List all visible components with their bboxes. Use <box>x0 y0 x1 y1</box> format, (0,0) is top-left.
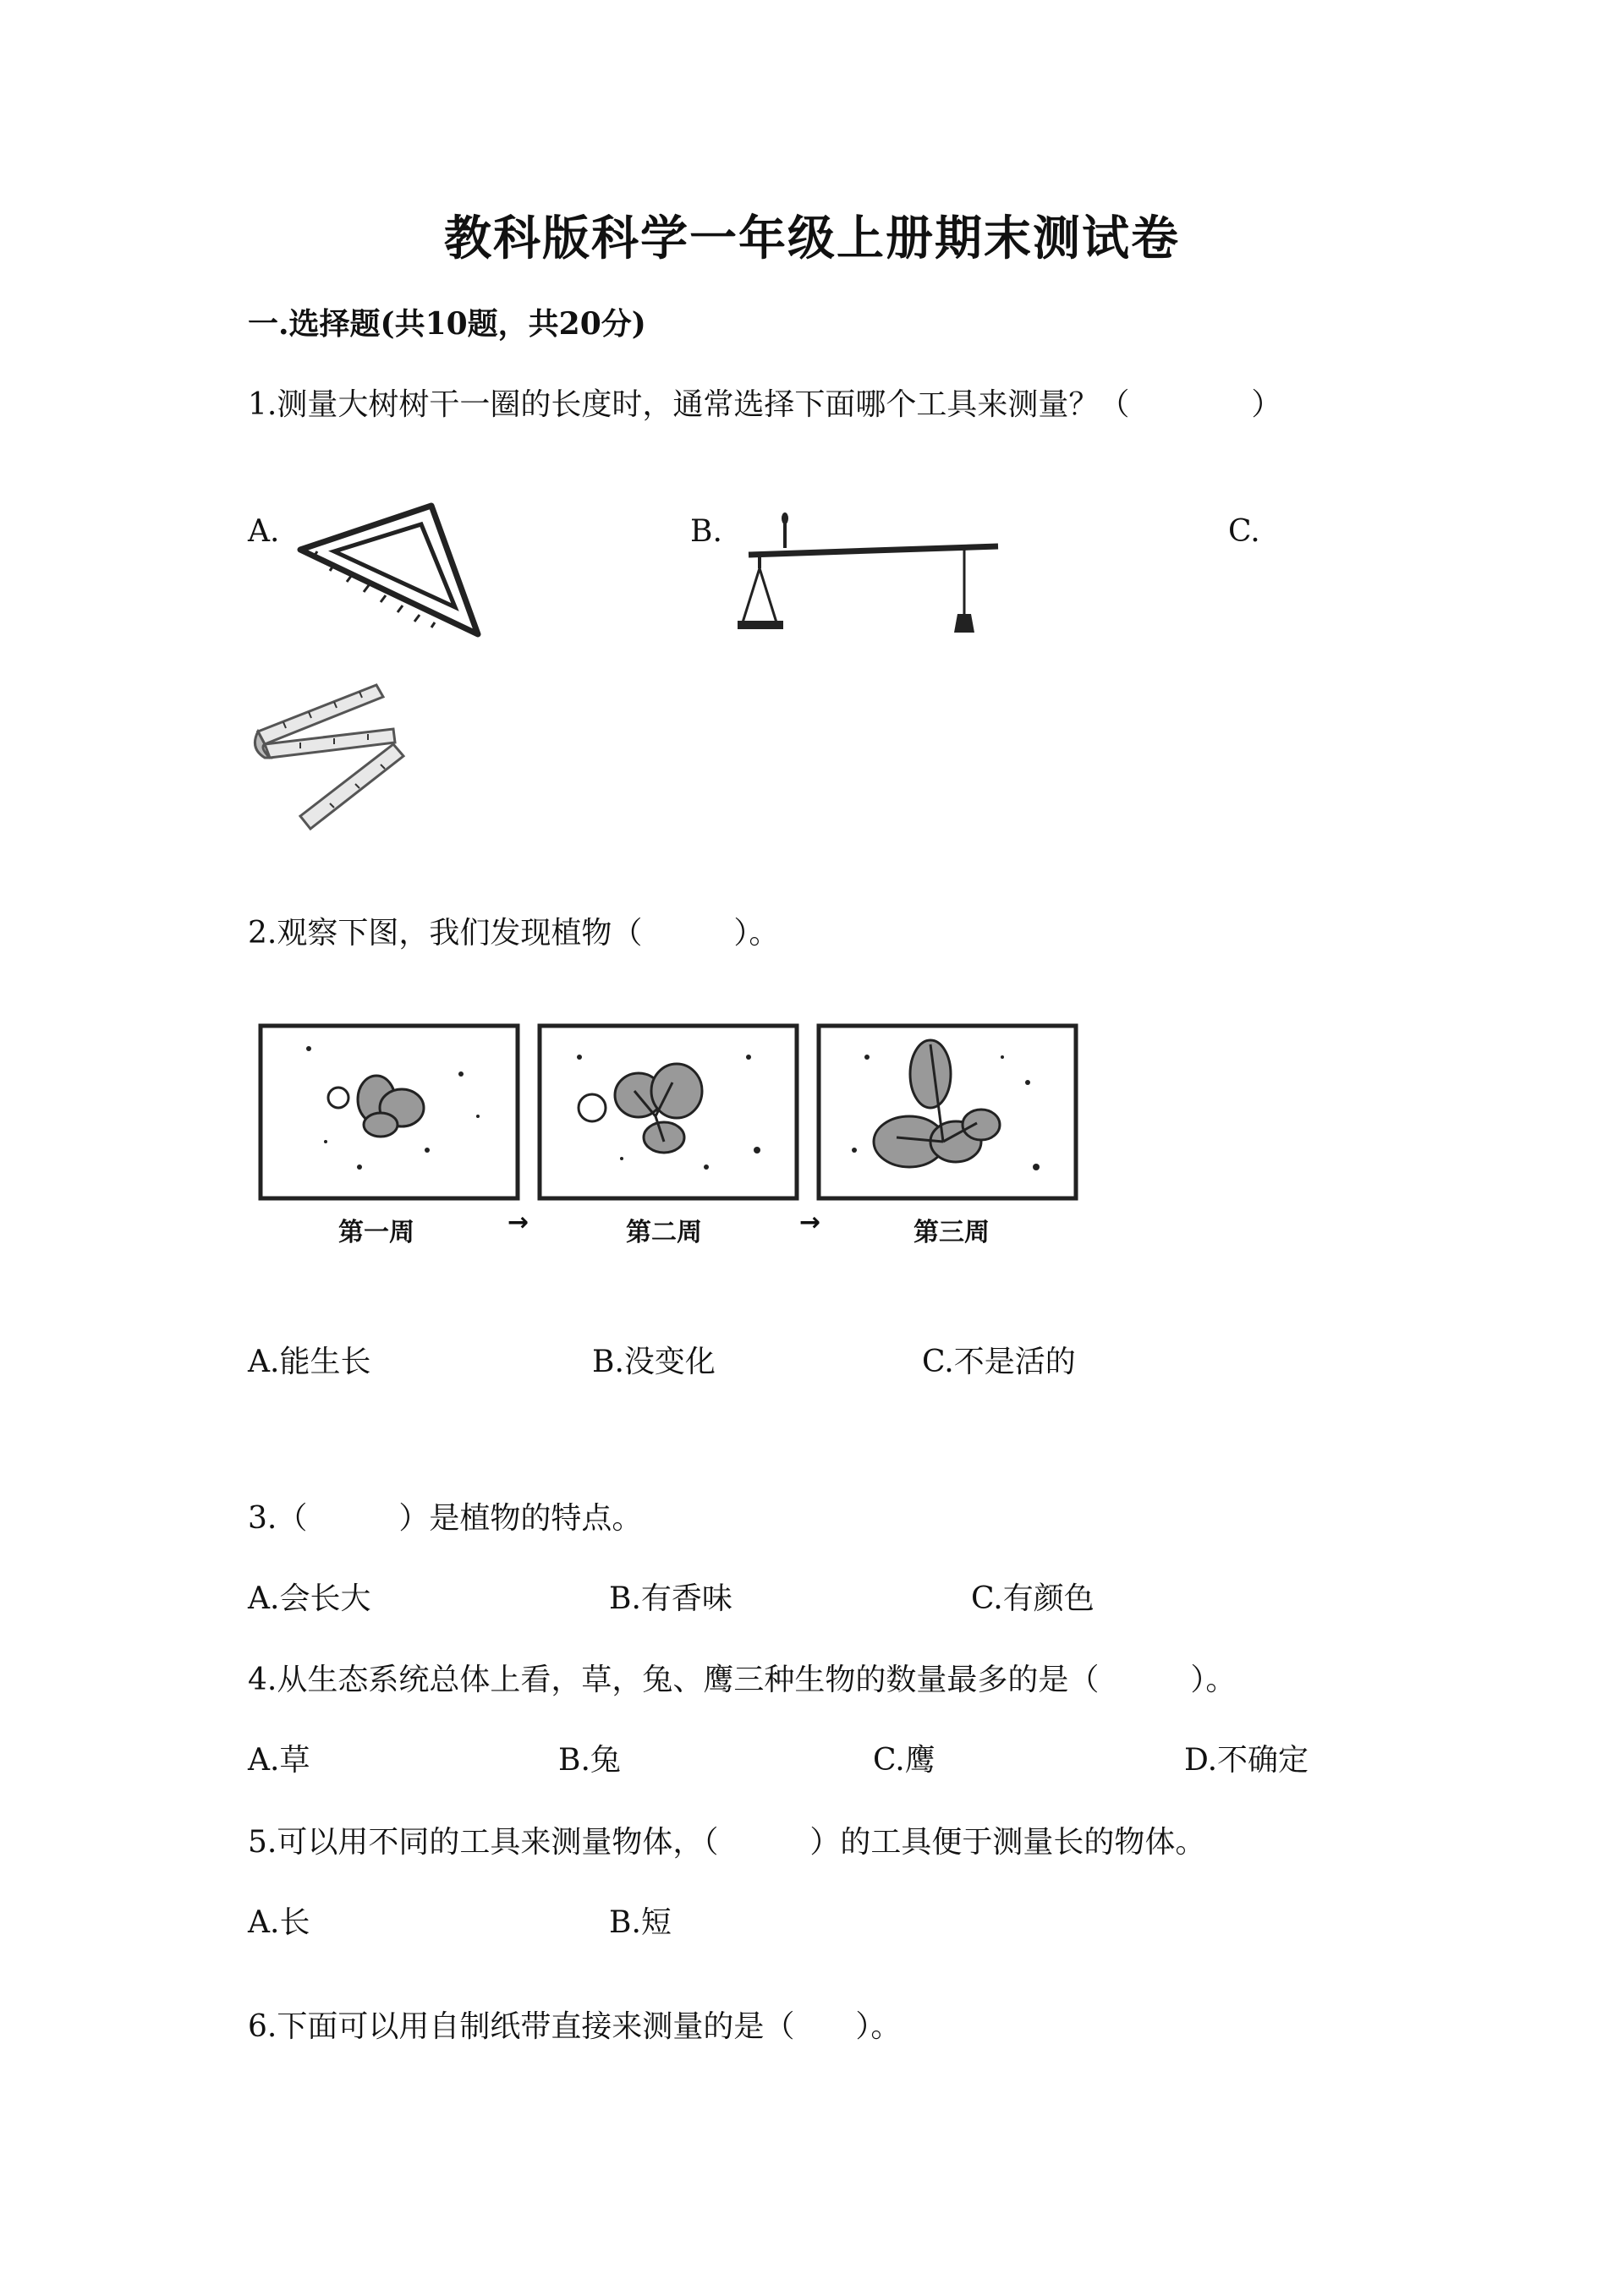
q2-option-a[interactable]: A.能生长 <box>248 1345 371 1379</box>
question-5: 5.可以用不同的工具来测量物体，（ ）的工具便于测量长的物体。 <box>248 1825 1206 1860</box>
q4-option-a[interactable]: A.草 <box>248 1743 310 1778</box>
q5-option-a[interactable]: A.长 <box>248 1905 310 1940</box>
section-heading: 一.选择题(共10题，共20分) <box>248 306 646 342</box>
steelyard-scale-icon <box>736 514 1007 641</box>
q3-option-c[interactable]: C.有颜色 <box>971 1581 1095 1616</box>
q1-option-a[interactable]: A. <box>248 514 280 549</box>
arrow-2: → <box>799 1208 821 1237</box>
question-4: 4.从生态系统总体上看，草，兔、鹰三种生物的数量最多的是（ ）。 <box>248 1663 1237 1697</box>
q3-option-a[interactable]: A.会长大 <box>248 1581 371 1616</box>
arrow-1: → <box>508 1208 529 1237</box>
page-title: 教科版科学一年级上册期末测试卷 <box>444 211 1180 266</box>
week-1-label: 第一周 <box>338 1218 414 1247</box>
q4-option-d[interactable]: D.不确定 <box>1184 1743 1309 1778</box>
q3-option-b[interactable]: B.有香味 <box>609 1581 732 1616</box>
week-3-label: 第三周 <box>914 1218 990 1247</box>
question-1: 1.测量大树树干一圈的长度时，通常选择下面哪个工具来测量？（ ） <box>248 387 1282 422</box>
q2-option-b[interactable]: B.没变化 <box>592 1345 716 1379</box>
question-2: 2.观察下图，我们发现植物（ ）。 <box>248 916 780 951</box>
question-6: 6.下面可以用自制纸带直接来测量的是（ ）。 <box>248 2009 902 2044</box>
q4-option-b[interactable]: B.兔 <box>558 1743 621 1778</box>
plant-growth-figure <box>254 1023 1083 1260</box>
week-3-panel <box>816 1023 1078 1201</box>
q2-option-c[interactable]: C.不是活的 <box>922 1345 1076 1379</box>
q1-option-b[interactable]: B. <box>690 514 722 549</box>
tape-measure-icon <box>250 677 410 837</box>
q4-option-c[interactable]: C.鹰 <box>873 1743 935 1778</box>
q1-option-c[interactable]: C. <box>1228 514 1260 549</box>
question-3: 3.（ ）是植物的特点。 <box>248 1501 643 1536</box>
triangle-ruler-icon <box>296 499 482 643</box>
q5-option-b[interactable]: B.短 <box>609 1905 672 1940</box>
week-2-panel <box>537 1023 799 1201</box>
week-2-label: 第二周 <box>626 1218 702 1247</box>
week-1-panel <box>258 1023 520 1201</box>
